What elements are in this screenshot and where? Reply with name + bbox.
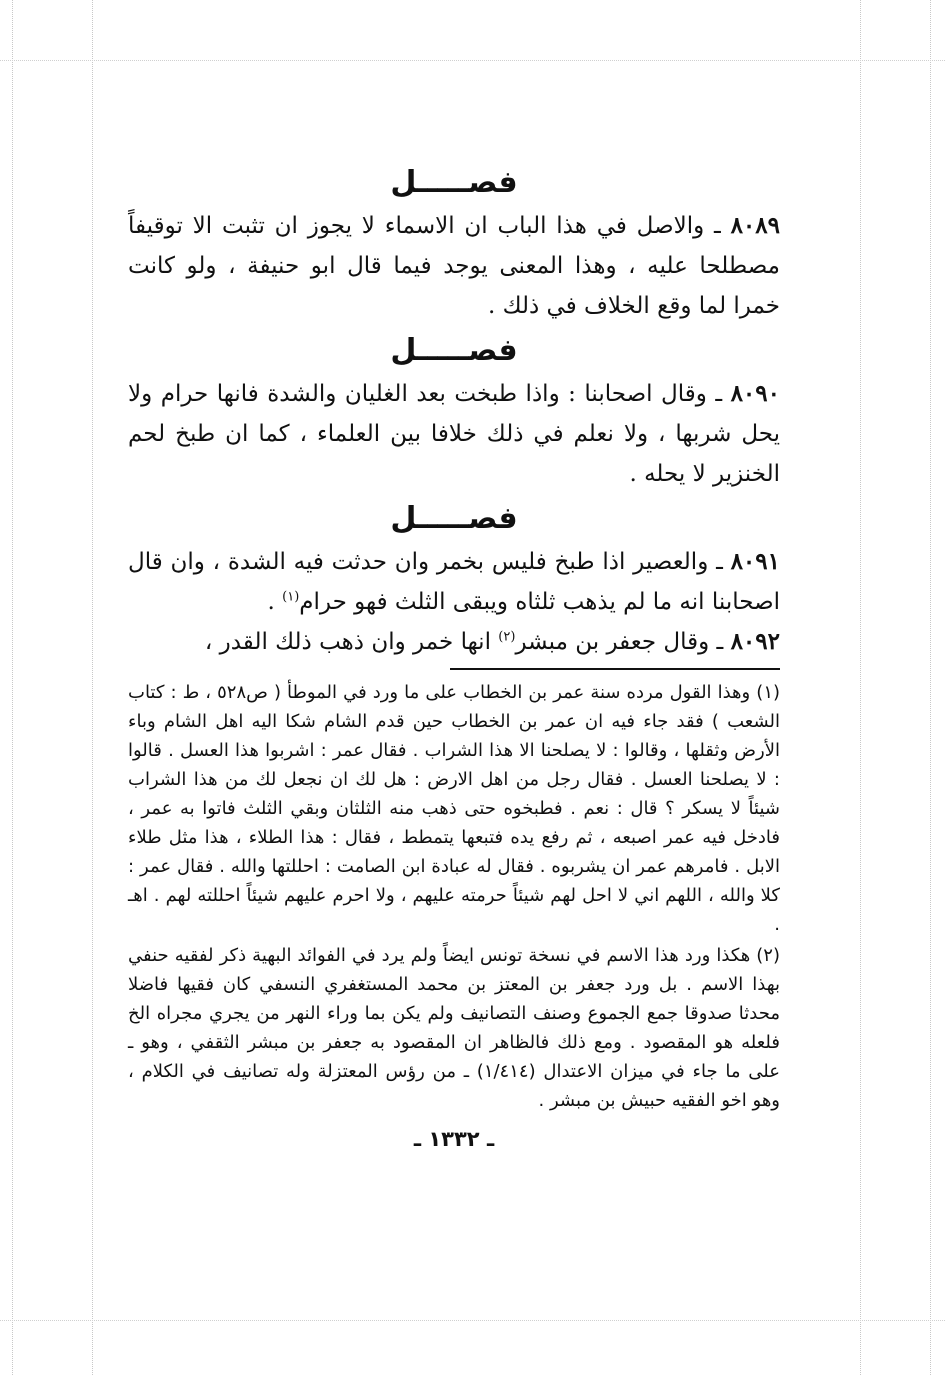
margin-guide-inner-left [92, 0, 93, 1375]
page-content [128, 160, 780, 1151]
page-number: ـ ١٣٣٢ ـ [413, 1127, 495, 1151]
margin-guide-right [930, 0, 931, 1375]
section-heading: فصـــــل [390, 501, 518, 536]
paragraph-text: ـ والعصير اذا طبخ فليس بخمر وان حدثت فيه الشدة ، وان قال اصحابنا انه ما لم يذهب ثلثاه ويبقى الثلث فهو حرام [128, 549, 780, 615]
margin-guide-inner-right [860, 0, 861, 1375]
footnote-1: (١) وهذا القول مرده سنة عمر بن الخطاب على ما ورد في الموطأ ( ص٥٢٨ ، ط : كتاب الشعب ) فقد جاء فيه ان عمر بن الخطاب حين قدم الشام شكا اليه اهل الشام وباء الأرض وثقلها ، وقالوا : لا يصلحنا الا هذا الشراب . فقال عمر : اشربوا هذا العسل . قالوا : لا يصلحنا العسل . فقال رجل من اهل الارض : هل لك ان نجعل لك من هذا الشراب شيئاً لا يسكر ؟ قال : نعم . فطبخوه حتى ذهب منه الثلثان وبقي الثلث فاتوا به عمر ، فادخل فيه عمر اصبعه ، ثم رفع يده فتبعها يتمطط ، فقال : هذا الطلاء ، هذا مثل طلاء الابل . فامرهم عمر ان يشربوه . فقال له عبادة ابن الصامت : احللتها والله . فقال عمر : كلا والله ، اللهم اني لا احل لهم شيئاً حرمته عليهم ، ولا احرم عليهم شيئاً احللته لهم . اهـ . [128, 682, 781, 935]
margin-guide-top [0, 60, 945, 61]
paragraph-8090 [128, 374, 780, 494]
paragraph-number: ٨٠٩٠ [730, 380, 780, 407]
paragraph-text: ـ والاصل في هذا الباب ان الاسماء لا يجوز ان تثبت الا توقيفاً مصطلحا عليه ، وهذا المعنى يوجد فيما قال ابو حنيفة ، ولو كانت خمرا لما وقع الخلاف في ذلك . [128, 213, 780, 319]
paragraph-text: ـ وقال جعفر بن مبشر [515, 629, 731, 655]
paragraph-number: ٨٠٩١ [730, 548, 780, 575]
footnote-divider [450, 668, 780, 670]
margin-guide-bottom [0, 1320, 945, 1321]
footnote-ref-2[interactable]: (٢) [498, 629, 516, 645]
paragraph-text-end: انها خمر وان ذهب ذلك القدر ، [204, 629, 499, 655]
paragraph-number: ٨٠٨٩ [730, 212, 780, 239]
paragraph-number: ٨٠٩٢ [730, 628, 780, 655]
paragraph-text: ـ وقال اصحابنا : واذا طبخت بعد الغليان والشدة فانها حرام ولا يحل شربها ، ولا نعلم في ذلك خلافا بين العلماء ، كما ان طبخ لحم الخنزير لا يحله . [128, 381, 780, 487]
paragraph-8091 [128, 542, 780, 622]
paragraph-text-end: . [267, 589, 283, 615]
section-heading: فصـــــل [390, 333, 518, 368]
paragraph-8092 [128, 622, 780, 662]
paragraph-8089 [128, 206, 780, 326]
footnote-ref-1[interactable]: (١) [282, 589, 300, 605]
margin-guide-left [12, 0, 13, 1375]
footnote-2: (٢) هكذا ورد هذا الاسم في نسخة تونس ايضاً ولم يرد في الفوائد البهية ذكر لفقيه حنفي بهذا الاسم . بل ورد جعفر بن المعتز بن محمد المستغفري النسفي كان فقيها فاضلا محدثا صدوقا جمع الجموع وصنف التصانيف ولم يكن بما وراء النهر من يجري مجراه الخ فلعله هو المقصود . ومع ذلك فالظاهر ان المقصود به جعفر بن مبشر الثقفي ، وهو ـ على ما جاء في ميزان الاعتدال (١/٤١٤) ـ من رؤس المعتزلة وله تصانيف في الكلام ، وهو اخو الفقيه حبيش بن مبشر . [128, 945, 780, 1111]
section-heading: فصـــــل [390, 165, 518, 200]
